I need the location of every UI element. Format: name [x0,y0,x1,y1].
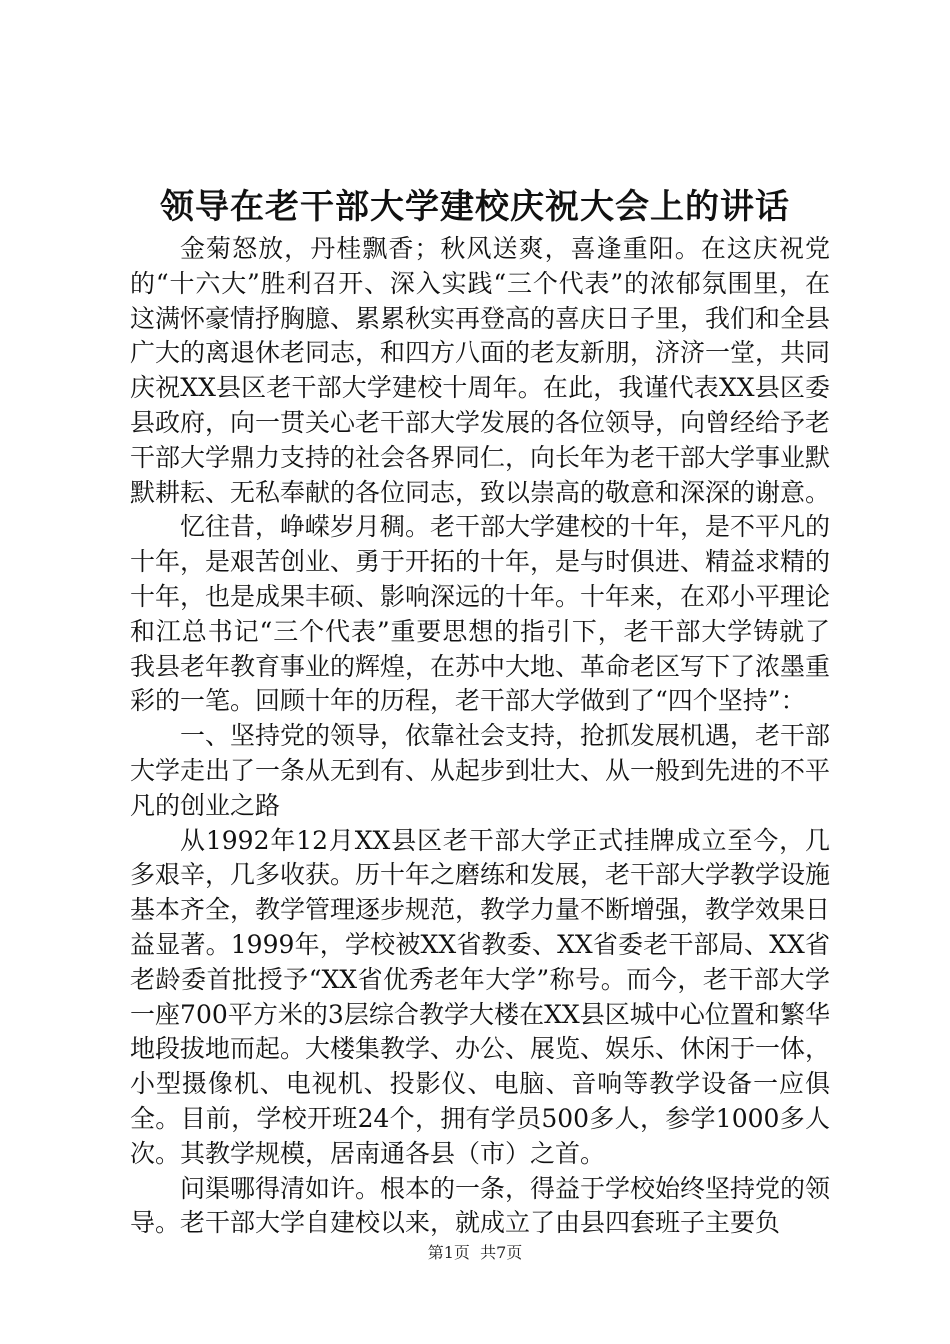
document-title: 领导在老干部大学建校庆祝大会上的讲话 [160,187,790,227]
paragraph-1: 金菊怒放，丹桂飘香；秋风送爽，喜逢重阳。在这庆祝党的“十六大”胜利召开、深入实践“三个代表”的浓郁氛围里，在这满怀豪情抒胸臆、累累秋实再登高的喜庆日子里，我们和全县广大的离退休老同志，和四方八面的老友新朋，济济一堂，共同庆祝XX县区老干部大学建校十周年。在此，我谨代表XX县区委县政府，向一贯关心老干部大学发展的各位领导，向曾经给予老干部大学鼎力支持的社会各界同仁，向长年为老干部大学事业默默耕耘、无私奉献的各位同志，致以崇高的敬意和深深的谢意。 [130,234,831,507]
paragraph-4: 从1992年12月XX县区老干部大学正式挂牌成立至今，几多艰辛，几多收获。历十年之磨练和发展，老干部大学教学设施基本齐全，教学管理逐步规范，教学力量不断增强，教学效果日益显著。1999年，学校被XX省教委、XX省委老干部局、XX省老龄委首批授予“XX省优秀老年大学”称号。而今，老干部大学一座700平方米的3层综合教学大楼在XX县区城中心位置和繁华地段拔地而起。大楼集教学、办公、展览、娱乐、休闲于一体，小型摄像机、电视机、投影仪、电脑、音响等教学设备一应俱全。目前，学校开班24个，拥有学员500多人，参学1000多人次。其教学规模，居南通各县（市）之首。 [130,825,831,1168]
paragraph-2: 忆往昔，峥嵘岁月稠。老干部大学建校的十年，是不平凡的十年，是艰苦创业、勇于开拓的十年，是与时俱进、精益求精的十年，也是成果丰硕、影响深远的十年。十年来，在邓小平理论和江总书记“三个代表”重要思想的指引下，老干部大学铸就了我县老年教育事业的辉煌，在苏中大地、革命老区写下了浓墨重彩的一笔。回顾十年的历程，老干部大学做到了“四个坚持”： [130,512,831,716]
paragraph-5: 问渠哪得清如许。根本的一条，得益于学校始终坚持党的领导。老干部大学自建校以来，就成立了由县四套班子主要负 [130,1173,831,1238]
page-total: 共7页 [480,1243,523,1262]
document-body [130,232,830,1241]
paragraph-3: 一、坚持党的领导，依靠社会支持，抢抓发展机遇，老干部大学走出了一条从无到有、从起步到壮大、从一般到先进的不平凡的创业之路 [130,721,831,820]
page-number: 第1页 [427,1243,470,1262]
page-footer [0,1242,950,1264]
